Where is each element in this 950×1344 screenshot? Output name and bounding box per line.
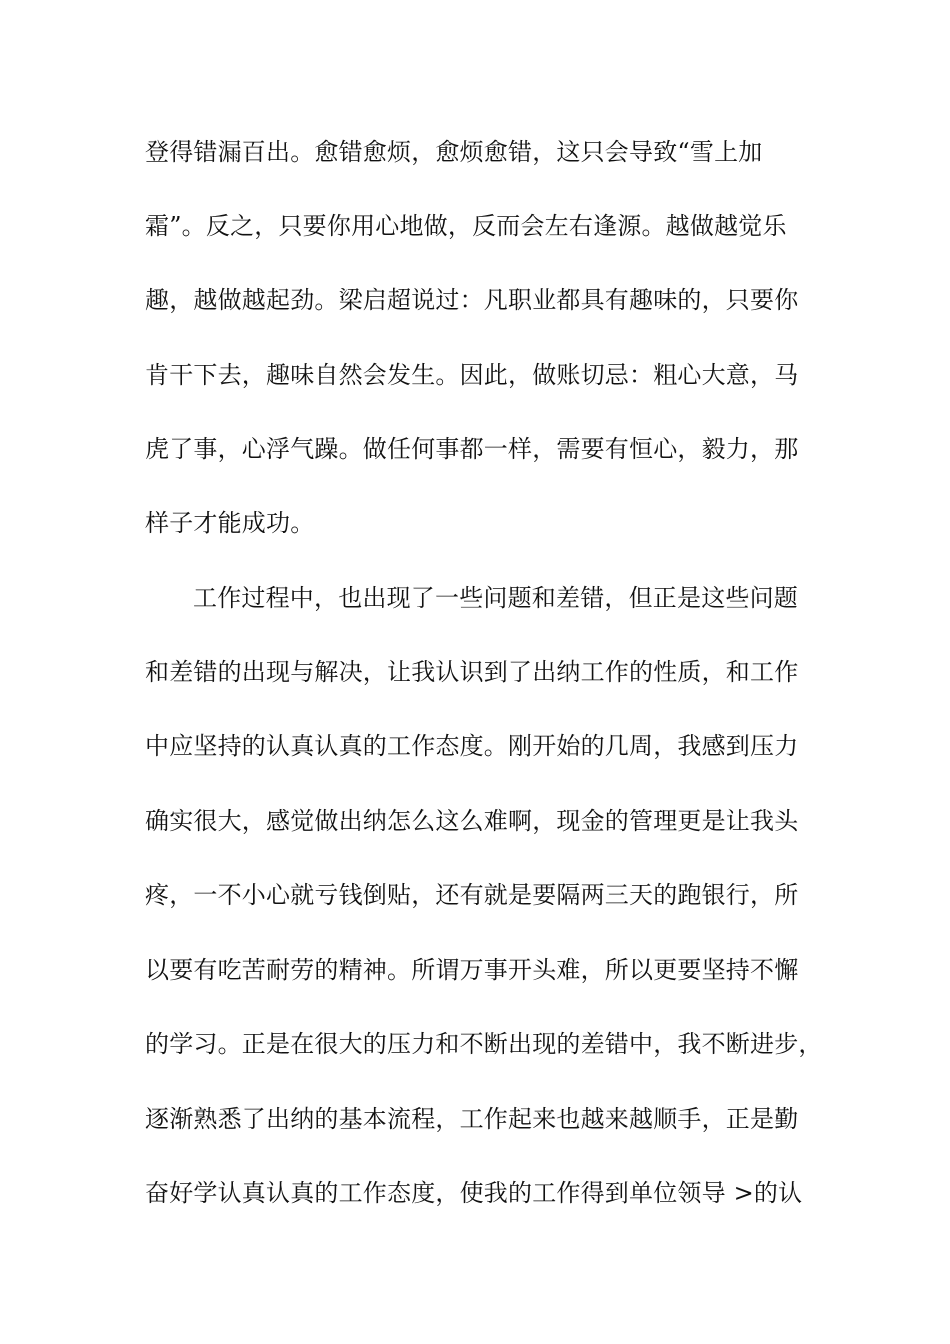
text-line-14: 逐渐熟悉了出纳的基本流程，工作起来也越来越顺手，正是勤 (145, 1105, 799, 1133)
text-line-11: 疼，一不小心就亏钱倒贴，还有就是要隔两三天的跑银行，所 (145, 881, 799, 909)
text-line-12: 以要有吃苦耐劳的精神。所谓万事开头难，所以更要坚持不懈 (145, 956, 799, 984)
text-line-5: 虎了事，心浮气躁。做任何事都一样，需要有恒心，毅力，那 (145, 435, 799, 463)
text-line-6: 样子才能成功。 (145, 509, 315, 537)
text-line-10: 确实很大，感觉做出纳怎么这么难啊，现金的管理更是让我头 (145, 807, 799, 835)
text-line-3: 趣，越做越起劲。梁启超说过：凡职业都具有趣味的，只要你 (145, 286, 799, 314)
text-line-1: 登得错漏百出。愈错愈烦，愈烦愈错，这只会导致“雪上加 (145, 138, 763, 166)
text-line-8: 和差错的出现与解决，让我认识到了出纳工作的性质，和工作 (145, 658, 799, 686)
text-line-15: 奋好学认真认真的工作态度，使我的工作得到单位领导 >的认 (145, 1179, 803, 1207)
text-line-13: 的学习。正是在很大的压力和不断出现的差错中，我不断进步， (145, 1030, 823, 1058)
text-line-7: 工作过程中，也出现了一些问题和差错，但正是这些问题 (193, 584, 798, 612)
text-line-4: 肯干下去，趣味自然会发生。因此，做账切忌：粗心大意，马 (145, 361, 799, 389)
text-line-2: 霜”。反之，只要你用心地做，反而会左右逢源。越做越觉乐 (145, 212, 787, 240)
text-line-9: 中应坚持的认真认真的工作态度。刚开始的几周，我感到压力 (145, 732, 799, 760)
